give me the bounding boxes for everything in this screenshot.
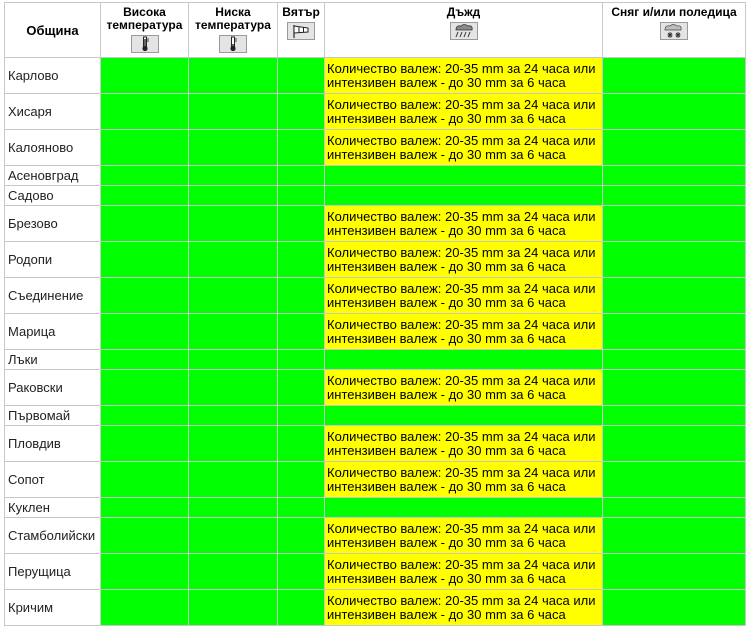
table-row — [5, 350, 746, 370]
snow-warning-cell — [603, 94, 746, 130]
rain-warning-cell: Количество валеж: 20-35 mm за 24 часа или интензивен валеж - до 30 mm за 6 часа — [325, 314, 603, 350]
municipality-name: Стамболийски — [5, 518, 101, 554]
high-temp-warning-cell — [101, 370, 189, 406]
rain-warning-cell — [325, 186, 603, 206]
thermometer-low-icon — [219, 35, 247, 53]
high-temp-warning-cell — [101, 242, 189, 278]
wind-warning-cell — [278, 406, 325, 426]
table-row — [5, 406, 746, 426]
wind-warning-cell — [278, 426, 325, 462]
snow-warning-cell — [603, 350, 746, 370]
table-row — [5, 242, 746, 278]
snow-warning-cell — [603, 130, 746, 166]
rain-warning-cell: Количество валеж: 20-35 mm за 24 часа или интензивен валеж - до 30 mm за 6 часа — [325, 130, 603, 166]
table-row — [5, 462, 746, 498]
wind-warning-cell — [278, 186, 325, 206]
municipality-name: Пловдив — [5, 426, 101, 462]
low-temp-warning-cell — [189, 94, 278, 130]
municipality-header-label: Община — [26, 22, 79, 38]
rain-warning-cell — [325, 498, 603, 518]
high-temp-warning-cell — [101, 350, 189, 370]
high-temp-warning-cell — [101, 278, 189, 314]
rain-warning-cell: Количество валеж: 20-35 mm за 24 часа или интензивен валеж - до 30 mm за 6 часа — [325, 518, 603, 554]
wind-warning-cell — [278, 498, 325, 518]
table-row — [5, 518, 746, 554]
rain-warning-cell — [325, 166, 603, 186]
low-temp-header — [189, 3, 278, 58]
low-temp-warning-cell — [189, 314, 278, 350]
low-temp-warning-cell — [189, 166, 278, 186]
rain-icon — [450, 22, 478, 40]
low-temp-warning-cell — [189, 370, 278, 406]
low-temp-warning-cell — [189, 406, 278, 426]
table-row — [5, 206, 746, 242]
municipality-name: Карлово — [5, 58, 101, 94]
wind-warning-cell — [278, 370, 325, 406]
table-row — [5, 166, 746, 186]
wind-warning-cell — [278, 314, 325, 350]
rain-warning-cell: Количество валеж: 20-35 mm за 24 часа или интензивен валеж - до 30 mm за 6 часа — [325, 590, 603, 626]
snow-warning-cell — [603, 166, 746, 186]
municipality-name: Перущица — [5, 554, 101, 590]
snow-warning-cell — [603, 58, 746, 94]
snow-warning-cell — [603, 206, 746, 242]
warnings-table — [4, 2, 746, 626]
municipality-name: Първомай — [5, 406, 101, 426]
snow-header — [603, 3, 746, 58]
snow-warning-cell — [603, 278, 746, 314]
rain-header — [325, 3, 603, 58]
snow-header-label: Сняг и/или поледица — [611, 5, 737, 19]
wind-warning-cell — [278, 166, 325, 186]
rain-warning-cell: Количество валеж: 20-35 mm за 24 часа или интензивен валеж - до 30 mm за 6 часа — [325, 554, 603, 590]
low-temp-warning-cell — [189, 206, 278, 242]
municipality-name: Садово — [5, 186, 101, 206]
wind-warning-cell — [278, 350, 325, 370]
high-temp-warning-cell — [101, 94, 189, 130]
low-temp-header-label: Ниска температура — [195, 5, 271, 32]
rain-warning-cell: Количество валеж: 20-35 mm за 24 часа или интензивен валеж - до 30 mm за 6 часа — [325, 206, 603, 242]
municipality-name: Брезово — [5, 206, 101, 242]
snow-warning-cell — [603, 518, 746, 554]
rain-warning-cell: Количество валеж: 20-35 mm за 24 часа или интензивен валеж - до 30 mm за 6 часа — [325, 242, 603, 278]
high-temp-warning-cell — [101, 590, 189, 626]
rain-warning-cell — [325, 406, 603, 426]
wind-warning-cell — [278, 278, 325, 314]
snow-warning-cell — [603, 462, 746, 498]
snow-warning-cell — [603, 314, 746, 350]
low-temp-warning-cell — [189, 186, 278, 206]
high-temp-warning-cell — [101, 518, 189, 554]
snow-warning-cell — [603, 186, 746, 206]
low-temp-warning-cell — [189, 242, 278, 278]
snowflake-icon — [660, 22, 688, 40]
high-temp-warning-cell — [101, 186, 189, 206]
wind-warning-cell — [278, 242, 325, 278]
rain-warning-cell — [325, 350, 603, 370]
wind-header — [278, 3, 325, 58]
wind-warning-cell — [278, 130, 325, 166]
wind-warning-cell — [278, 518, 325, 554]
high-temp-warning-cell — [101, 58, 189, 94]
municipality-name: Марица — [5, 314, 101, 350]
thermometer-high-icon — [131, 35, 159, 53]
snow-warning-cell — [603, 590, 746, 626]
table-row — [5, 426, 746, 462]
municipality-name: Калояново — [5, 130, 101, 166]
municipality-name: Родопи — [5, 242, 101, 278]
table-row — [5, 370, 746, 406]
low-temp-warning-cell — [189, 462, 278, 498]
low-temp-warning-cell — [189, 518, 278, 554]
rain-warning-cell: Количество валеж: 20-35 mm за 24 часа или интензивен валеж - до 30 mm за 6 часа — [325, 426, 603, 462]
table-row — [5, 498, 746, 518]
wind-warning-cell — [278, 58, 325, 94]
high-temp-header — [101, 3, 189, 58]
municipality-name: Хисаря — [5, 94, 101, 130]
high-temp-warning-cell — [101, 130, 189, 166]
warnings-table-container — [4, 2, 746, 626]
table-row — [5, 278, 746, 314]
municipality-name: Съединение — [5, 278, 101, 314]
high-temp-header-label: Висока температура — [106, 5, 183, 32]
high-temp-warning-cell — [101, 314, 189, 350]
municipality-name: Сопот — [5, 462, 101, 498]
low-temp-warning-cell — [189, 58, 278, 94]
wind-warning-cell — [278, 554, 325, 590]
municipality-name: Куклен — [5, 498, 101, 518]
rain-warning-cell: Количество валеж: 20-35 mm за 24 часа или интензивен валеж - до 30 mm за 6 часа — [325, 94, 603, 130]
high-temp-warning-cell — [101, 554, 189, 590]
municipality-name: Раковски — [5, 370, 101, 406]
table-row — [5, 554, 746, 590]
low-temp-warning-cell — [189, 426, 278, 462]
snow-warning-cell — [603, 498, 746, 518]
warnings-table-body — [5, 58, 746, 626]
table-row — [5, 130, 746, 166]
low-temp-warning-cell — [189, 590, 278, 626]
rain-header-label: Дъжд — [446, 5, 481, 19]
municipality-name: Асеновград — [5, 166, 101, 186]
rain-warning-cell: Количество валеж: 20-35 mm за 24 часа или интензивен валеж - до 30 mm за 6 часа — [325, 58, 603, 94]
snow-warning-cell — [603, 554, 746, 590]
high-temp-warning-cell — [101, 426, 189, 462]
high-temp-warning-cell — [101, 166, 189, 186]
high-temp-warning-cell — [101, 498, 189, 518]
low-temp-warning-cell — [189, 498, 278, 518]
low-temp-warning-cell — [189, 130, 278, 166]
low-temp-warning-cell — [189, 278, 278, 314]
header-row — [5, 3, 746, 58]
rain-warning-cell: Количество валеж: 20-35 mm за 24 часа или интензивен валеж - до 30 mm за 6 часа — [325, 370, 603, 406]
snow-warning-cell — [603, 370, 746, 406]
rain-warning-cell: Количество валеж: 20-35 mm за 24 часа или интензивен валеж - до 30 mm за 6 часа — [325, 462, 603, 498]
municipality-name: Лъки — [5, 350, 101, 370]
table-row — [5, 314, 746, 350]
wind-warning-cell — [278, 590, 325, 626]
high-temp-warning-cell — [101, 206, 189, 242]
snow-warning-cell — [603, 426, 746, 462]
table-row — [5, 590, 746, 626]
low-temp-warning-cell — [189, 554, 278, 590]
table-row — [5, 186, 746, 206]
high-temp-warning-cell — [101, 462, 189, 498]
wind-warning-cell — [278, 206, 325, 242]
table-row — [5, 58, 746, 94]
municipality-header — [5, 3, 101, 58]
municipality-name: Кричим — [5, 590, 101, 626]
table-row — [5, 94, 746, 130]
low-temp-warning-cell — [189, 350, 278, 370]
rain-warning-cell: Количество валеж: 20-35 mm за 24 часа или интензивен валеж - до 30 mm за 6 часа — [325, 278, 603, 314]
wind-warning-cell — [278, 94, 325, 130]
high-temp-warning-cell — [101, 406, 189, 426]
wind-header-label: Вятър — [282, 5, 320, 19]
wind-warning-cell — [278, 462, 325, 498]
snow-warning-cell — [603, 406, 746, 426]
windsock-icon — [287, 22, 315, 40]
snow-warning-cell — [603, 242, 746, 278]
